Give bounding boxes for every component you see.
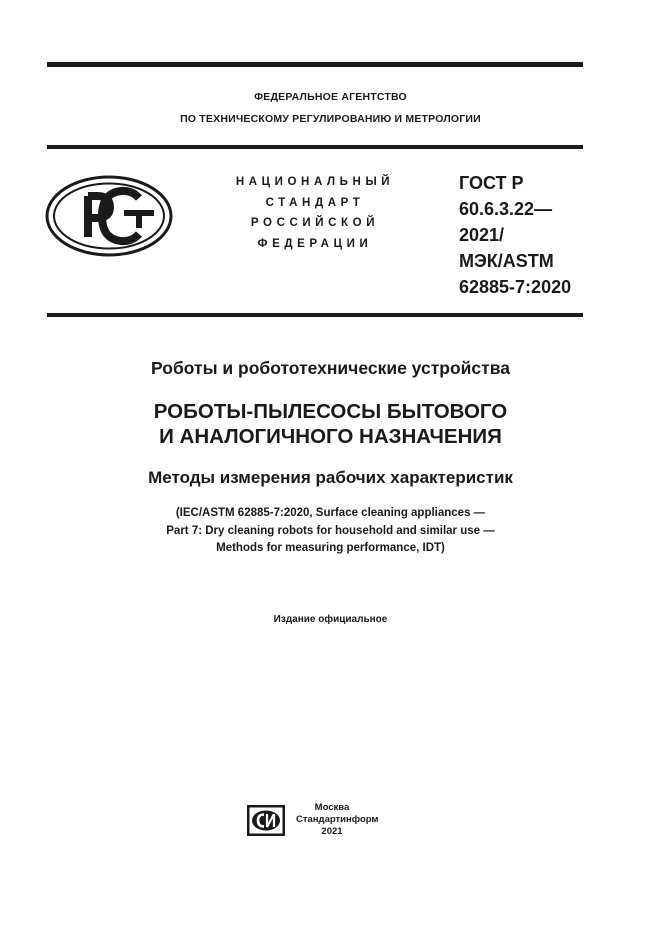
header-divider [47, 145, 583, 149]
national-line-4: ФЕДЕРАЦИИ [257, 237, 373, 250]
document-title [0, 399, 661, 449]
national-standard-label [205, 172, 425, 254]
iec-reference [0, 505, 661, 558]
publisher-logo-icon [247, 805, 285, 836]
designation-line-3: 2021/ [459, 225, 505, 245]
standard-designation [459, 170, 589, 300]
iec-line-2: Part 7: Dry cleaning robots for household and similar use — [166, 524, 495, 537]
title-divider [47, 313, 583, 317]
document-methods: Методы измерения рабочих характеристик [148, 468, 513, 487]
national-line-2: СТАНДАРТ [265, 196, 365, 209]
publisher-name: Стандартинформ [296, 814, 379, 825]
iec-line-1: (IEC/ASTM 62885-7:2020, Surface cleaning appliances — [175, 507, 486, 519]
publisher-year: 2021 [321, 826, 343, 837]
national-line-1: НАЦИОНАЛЬНЫЙ [235, 176, 395, 188]
title-line-1: РОБОТЫ-ПЫЛЕСОСЫ БЫТОВОГО [153, 400, 508, 423]
agency-line-1: ФЕДЕРАЛЬНОЕ АГЕНТСТВО [254, 91, 407, 103]
title-line-2: И АНАЛОГИЧНОГО НАЗНАЧЕНИЯ [159, 425, 502, 448]
designation-line-2: 60.6.3.22— [459, 199, 553, 219]
national-line-3: РОССИЙСКОЙ [250, 217, 380, 229]
document-subtitle: Роботы и робототехнические устройства [151, 358, 510, 378]
designation-line-5: 62885-7:2020 [459, 277, 572, 297]
top-divider [47, 62, 583, 67]
rst-logo-icon [44, 174, 174, 258]
designation-line-1: ГОСТ Р [459, 173, 524, 193]
agency-line-2: ПО ТЕХНИЧЕСКОМУ РЕГУЛИРОВАНИЮ И МЕТРОЛОГИИ [180, 113, 481, 125]
designation-line-4: МЭК/ASTM [459, 251, 554, 271]
edition-label: Издание официальное [273, 614, 388, 625]
iec-line-3: Methods for measuring performance, IDT) [216, 542, 445, 554]
publisher-city: Москва [314, 802, 350, 813]
publisher-block [296, 802, 379, 838]
